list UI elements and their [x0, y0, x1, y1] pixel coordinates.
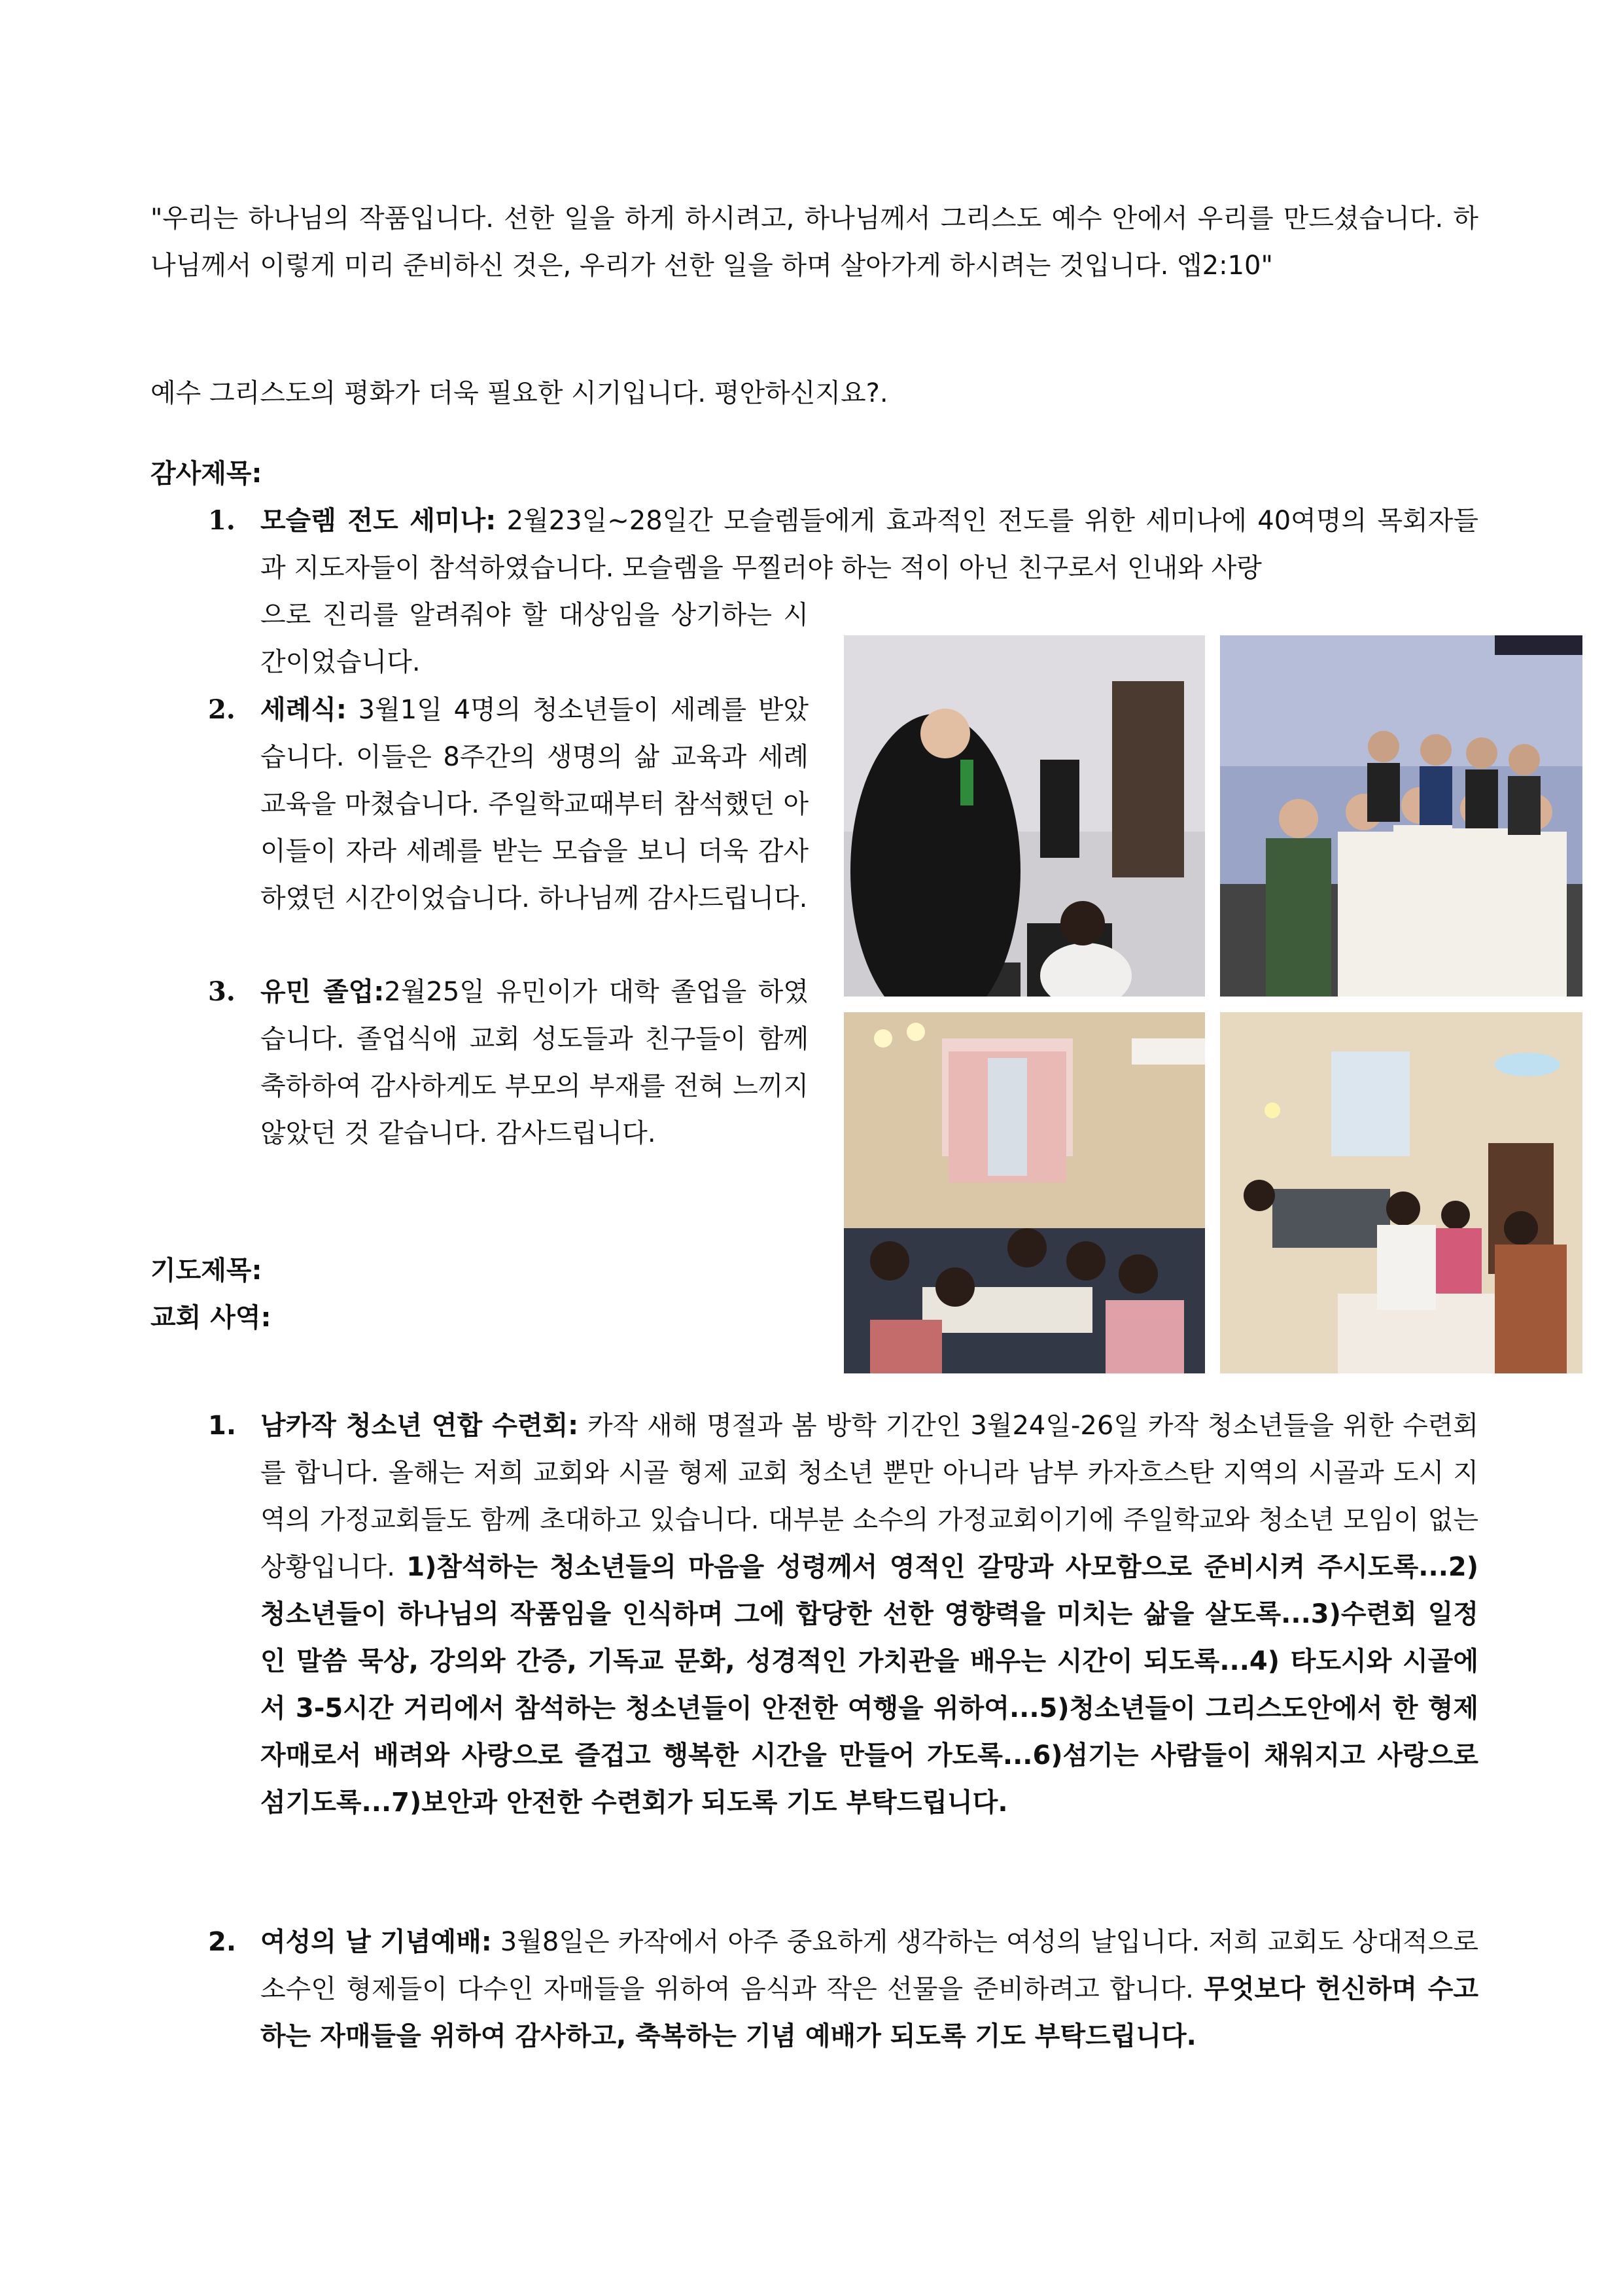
thanks-item-number: 2.	[208, 694, 236, 725]
intro-greeting: 예수 그리스도의 평화가 더욱 필요한 시기입니다. 평안하신지요?.	[150, 378, 888, 408]
prayer-item-requests: 1)참석하는 청소년들의 마음을 성령께서 영적인 갈망과 사모함으로 준비시켜 주시도록...2) 청소년들이 하나님의 작품임을 인식하며 그에 합당한 선한 영향력을 미치는 삶을 살도록...3)수련회 일정인 말씀 묵상, 강의와 간증, 기독교 문화, 성경적인 가치관을 배우는 시간이 되도록...4) 타도시와 시골에서 3-5시간 거리에서 참석하는 청소년들이 안전한 여행을 위하여...5)청소년들이 그리스도안에서 한 형제 자매로서 배려와 사랑으로 즐겁고 행복한 시간을 만들어 가도록...6)섬기는 사람들이 채워지고 사랑으로 섬기도록...7)보안과 안전한 수련회가 되도록 기도 부탁드립니다.	[260, 1552, 1478, 1818]
prayer-item-title: 남카작 청소년 연합 수련회:	[260, 1411, 579, 1441]
prayer-item-text: 3월8일은 카작에서 아주 중요하게 생각하는 여성의 날입니다. 저희 교회도 상대적으로 소수인 형제들이 다수인 자매들을 위하여 음식과 작은 선물을 준비하려고 합니다.	[260, 1927, 1478, 2004]
thanks-item-title: 유민 졸업:	[260, 977, 385, 1007]
prayer-subheading: 교회 사역:	[150, 1303, 271, 1333]
baptism-group-photo	[1220, 635, 1582, 997]
thanks-item-text: 2월25일 유민이가 대학 졸업을 하였습니다. 졸업식애 교회 성도들과 친구들이 함께 축하하여 감사하게도 부모의 부재를 전혀 느끼지 않았던 것 같습니다. 감사드립니다.	[260, 977, 809, 1148]
thanks-item-text: 2월23일~28일간 모슬렘들에게 효과적인 전도를 위한 세미나에 40여명의 목회자들과 지도자들이 참석하였습니다. 모슬렘을 무찔러야 하는 적이 아닌 친구로서 인내와 사랑	[260, 506, 1479, 583]
thanks-item-number: 1.	[208, 505, 236, 536]
prayer-item-requests: 무엇보다 헌신하며 수고하는 자매들을 위하여 감사하고, 축복하는 기념 예배가 되도록 기도 부탁드립니다.	[260, 1974, 1478, 2051]
prayer-item-womens-day	[260, 1918, 1478, 2060]
prayer-item-title: 여성의 날 기념예배:	[260, 1927, 492, 1957]
prayer-heading: 기도제목:	[150, 1256, 262, 1286]
thanks-item-baptism	[260, 686, 809, 922]
thanks-item-graduation	[260, 968, 809, 1157]
thanks-heading: 감사제목:	[150, 459, 262, 489]
thanks-item-seminar-cont: 으로 진리를 알려줘야 할 대상임을 상기하는 시간이었습니다.	[260, 600, 809, 677]
thanks-item-title: 세례식:	[260, 695, 347, 725]
thanks-item-title: 모슬렘 전도 세미나:	[260, 506, 497, 536]
thanks-item-seminar	[260, 497, 1478, 592]
prayer-item-number: 2.	[208, 1927, 237, 1957]
thanks-item-text: 3월1일 4명의 청소년들이 세례를 받았습니다. 이들은 8주간의 생명의 삶 교육과 세례 교육을 마쳤습니다. 주일학교때부터 참석했던 아이들이 자라 세례를 받는 모습을 보니 더욱 감사하였던 시간이었습니다. 하나님께 감사드립니다.	[260, 695, 809, 913]
graduation-gathering-photo	[844, 1012, 1205, 1373]
thanks-item-number: 3.	[208, 976, 236, 1007]
baptism-photo	[844, 635, 1205, 997]
prayer-item-text: 카작 새해 명절과 봄 방학 기간인 3월24일-26일 카작 청소년들을 위한 수련회를 합니다. 올해는 저희 교회와 시골 형제 교회 청소년 뿐만 아니라 남부 카자흐스탄 지역의 시골과 도시 지역의 가정교회들도 함께 초대하고 있습니다. 대부분 소수의 가정교회이기에 주일학교와 청소년 모임이 없는 상황입니다.	[260, 1411, 1478, 1582]
prayer-item-number: 1.	[208, 1411, 237, 1441]
intro-verse: "우리는 하나님의 작품입니다. 선한 일을 하게 하시려고, 하나님께서 그리스도 예수 안에서 우리를 만드셨습니다. 하나님께서 이렇게 미리 준비하신 것은, 우리가 선한 일을 하며 살아가게 하시려는 것입니다. 엡2:10"	[150, 203, 1478, 281]
graduation-party-photo	[1220, 1012, 1582, 1373]
prayer-item-retreat	[260, 1402, 1478, 1826]
